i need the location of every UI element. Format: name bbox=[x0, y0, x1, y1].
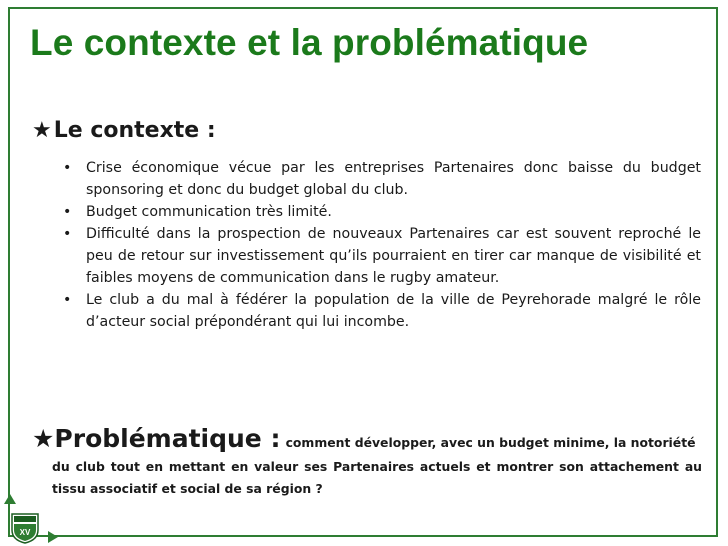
slide-title: Le contexte et la problématique bbox=[30, 22, 589, 63]
bullet-text: Crise économique vécue par les entreprises Partenaires donc baisse du budget sponsoring et donc du budget global du club. bbox=[86, 160, 701, 198]
problem-heading bbox=[32, 424, 280, 453]
bullet-text: Difficulté dans la prospection de nouveaux Partenaires car est souvent reproché le peu de retour sur investissement qu’ils pourraient en tirer car manque de visibilité et faibles moyens de communication dans le rugby amateur. bbox=[86, 226, 701, 286]
list-item bbox=[60, 201, 701, 223]
context-heading bbox=[32, 118, 216, 143]
star-icon: ★ bbox=[32, 424, 55, 453]
arrow-right-icon bbox=[48, 531, 58, 543]
bullet-dot-icon: • bbox=[63, 160, 72, 176]
problem-rest: du club tout en mettant en valeur ses Partenaires actuels et montrer son attachement au tissu associatif et social de sa région ? bbox=[52, 459, 702, 496]
list-item bbox=[60, 289, 701, 333]
club-crest-icon bbox=[10, 512, 40, 544]
context-bullet-list bbox=[60, 157, 701, 333]
list-item bbox=[60, 223, 701, 289]
bullet-text: Budget communication très limité. bbox=[86, 204, 332, 220]
bullet-text: Le club a du mal à fédérer la population de la ville de Peyrehorade malgré le rôle d’acteur social prépondérant qui lui incombe. bbox=[86, 292, 701, 330]
context-heading-label: Le contexte : bbox=[53, 118, 216, 143]
logo-text: XV bbox=[19, 528, 31, 537]
bullet-dot-icon: • bbox=[63, 226, 72, 242]
problem-heading-label: Problématique : bbox=[54, 424, 281, 453]
bullet-dot-icon: • bbox=[63, 204, 72, 220]
problem-lead: comment développer, avec un budget minime, la notoriété bbox=[285, 435, 696, 450]
problem-statement bbox=[32, 422, 702, 500]
star-icon: ★ bbox=[32, 118, 52, 143]
arrow-up-icon bbox=[4, 494, 16, 504]
bullet-dot-icon: • bbox=[63, 292, 72, 308]
list-item bbox=[60, 157, 701, 201]
